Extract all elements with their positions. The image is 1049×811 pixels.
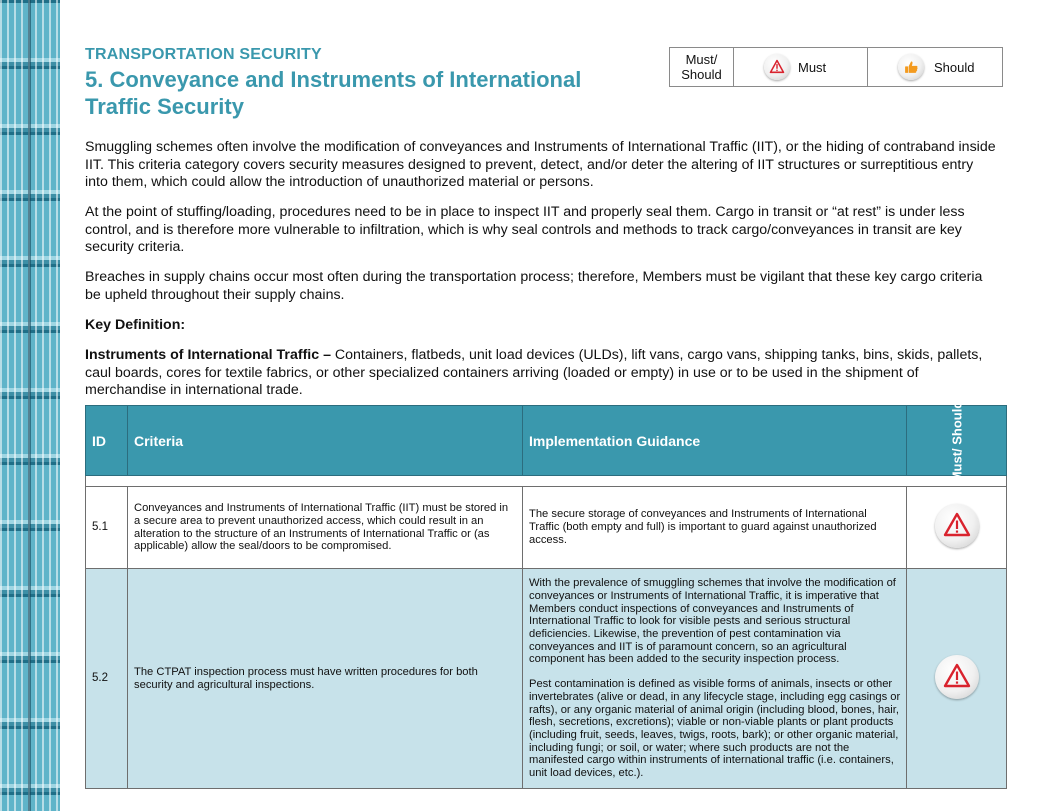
guidance-paragraph: The secure storage of conveyances and Instruments of International Traffic (both empty and full) is important to guard against unauthorized access. — [529, 508, 877, 546]
thumbs-up-icon — [898, 54, 924, 80]
row-id: 5.1 — [86, 487, 128, 569]
row-criteria: The CTPAT inspection process must have written procedures for both security and agricultural inspections. — [128, 569, 523, 789]
intro-paragraph-1: Smuggling schemes often involve the modification of conveyances and Instruments of International Traffic (IIT), or the hiding of contraband inside IIT. This criteria category covers security measures designed to prevent, detect, and/or deter the altering of IIT structures or surreptitious entry into them, which could allow the introduction of unauthorized material or persons. — [85, 139, 996, 190]
key-definition-body: Containers, flatbeds, unit load devices (ULDs), lift vans, cargo vans, shipping tanks, bins, skids, pallets, caul boards, cores for textile fabrics, or other specialized containers arriving (loaded or empty) in use or to be used in the shipment of merchandise in international trade. — [85, 347, 983, 398]
header-id: ID — [86, 406, 128, 476]
row-must-should — [907, 487, 1007, 569]
table-row — [86, 487, 1007, 569]
legend-must-label: Must — [798, 59, 827, 75]
header-must-should — [907, 400, 1007, 482]
legend-box — [669, 47, 1003, 87]
intro-paragraph-3: Breaches in supply chains occur most often during the transportation process; therefore, Members must be vigilant that these key cargo criteria be upheld throughout their supply chains. — [85, 269, 983, 303]
key-definition-heading: Key Definition: — [85, 317, 186, 333]
warning-triangle-icon — [764, 54, 790, 80]
row-must-should — [907, 569, 1007, 789]
legend-must-should-label: Must/ Should — [670, 48, 734, 86]
criteria-table — [85, 400, 1007, 789]
legend-must — [734, 48, 868, 86]
legend-should-label: Should — [934, 59, 975, 75]
header-guidance: Implementation Guidance — [523, 406, 907, 476]
row-guidance — [523, 569, 907, 789]
warning-triangle-icon — [935, 655, 979, 699]
shipping-container-photo-strip — [0, 0, 60, 811]
row-criteria: Conveyances and Instruments of International Traffic (IIT) must be stored in a secure area to prevent unauthorized access, which could result in an alteration to the structure of an Instruments of International Traffic or (as applicable) allow the seal/doors to be compromised. — [128, 487, 523, 569]
key-definition-text — [85, 347, 997, 400]
header-must-should-label: Must/ Should — [948, 400, 964, 482]
row-guidance — [523, 487, 907, 569]
section-kicker: TRANSPORTATION SECURITY — [85, 46, 322, 63]
warning-triangle-icon — [935, 504, 979, 548]
row-id: 5.2 — [86, 569, 128, 789]
table-header-row — [86, 406, 1007, 476]
intro-paragraph-2: At the point of stuffing/loading, procedures need to be in place to inspect IIT and properly seal them. Cargo in transit or “at rest” is under less control, and is therefore more vulnerable to infiltration, which is why seal controls and methods to track cargo/conveyances in transit are key security criteria. — [85, 204, 965, 255]
key-definition-term: Instruments of International Traffic – — [85, 347, 331, 363]
page-title: 5. Conveyance and Instruments of International Traffic Security — [85, 67, 582, 119]
guidance-paragraph: Pest contamination is defined as visible forms of animals, insects or other invertebrates (alive or dead, in any lifecycle stage, including egg casings or rafts), or any organic material of animal origin (including blood, bones, hair, flesh, secretions, excretions); viable or non-viable plants or plant products (including fruit, seeds, leaves, twigs, roots, bark); or other organic material, including fungi; or soil, or water; where such products are not the manifested cargo within instruments of international traffic (i.e. containers, unit load devices, etc.). — [529, 678, 901, 780]
table-row — [86, 569, 1007, 789]
header-criteria: Criteria — [128, 406, 523, 476]
guidance-paragraph: With the prevalence of smuggling schemes that involve the modification of conveyances or Instruments of International Traffic, it is imperative that Members conduct inspections of conveyances and Instruments of International Traffic to look for visible pests and serious structural deficiencies. Likewise, the prevention of pest contamination via conveyances and IIT is of paramount concern, so an agricultural component has been added to the security inspection process. — [529, 577, 896, 666]
legend-should — [868, 48, 1002, 86]
